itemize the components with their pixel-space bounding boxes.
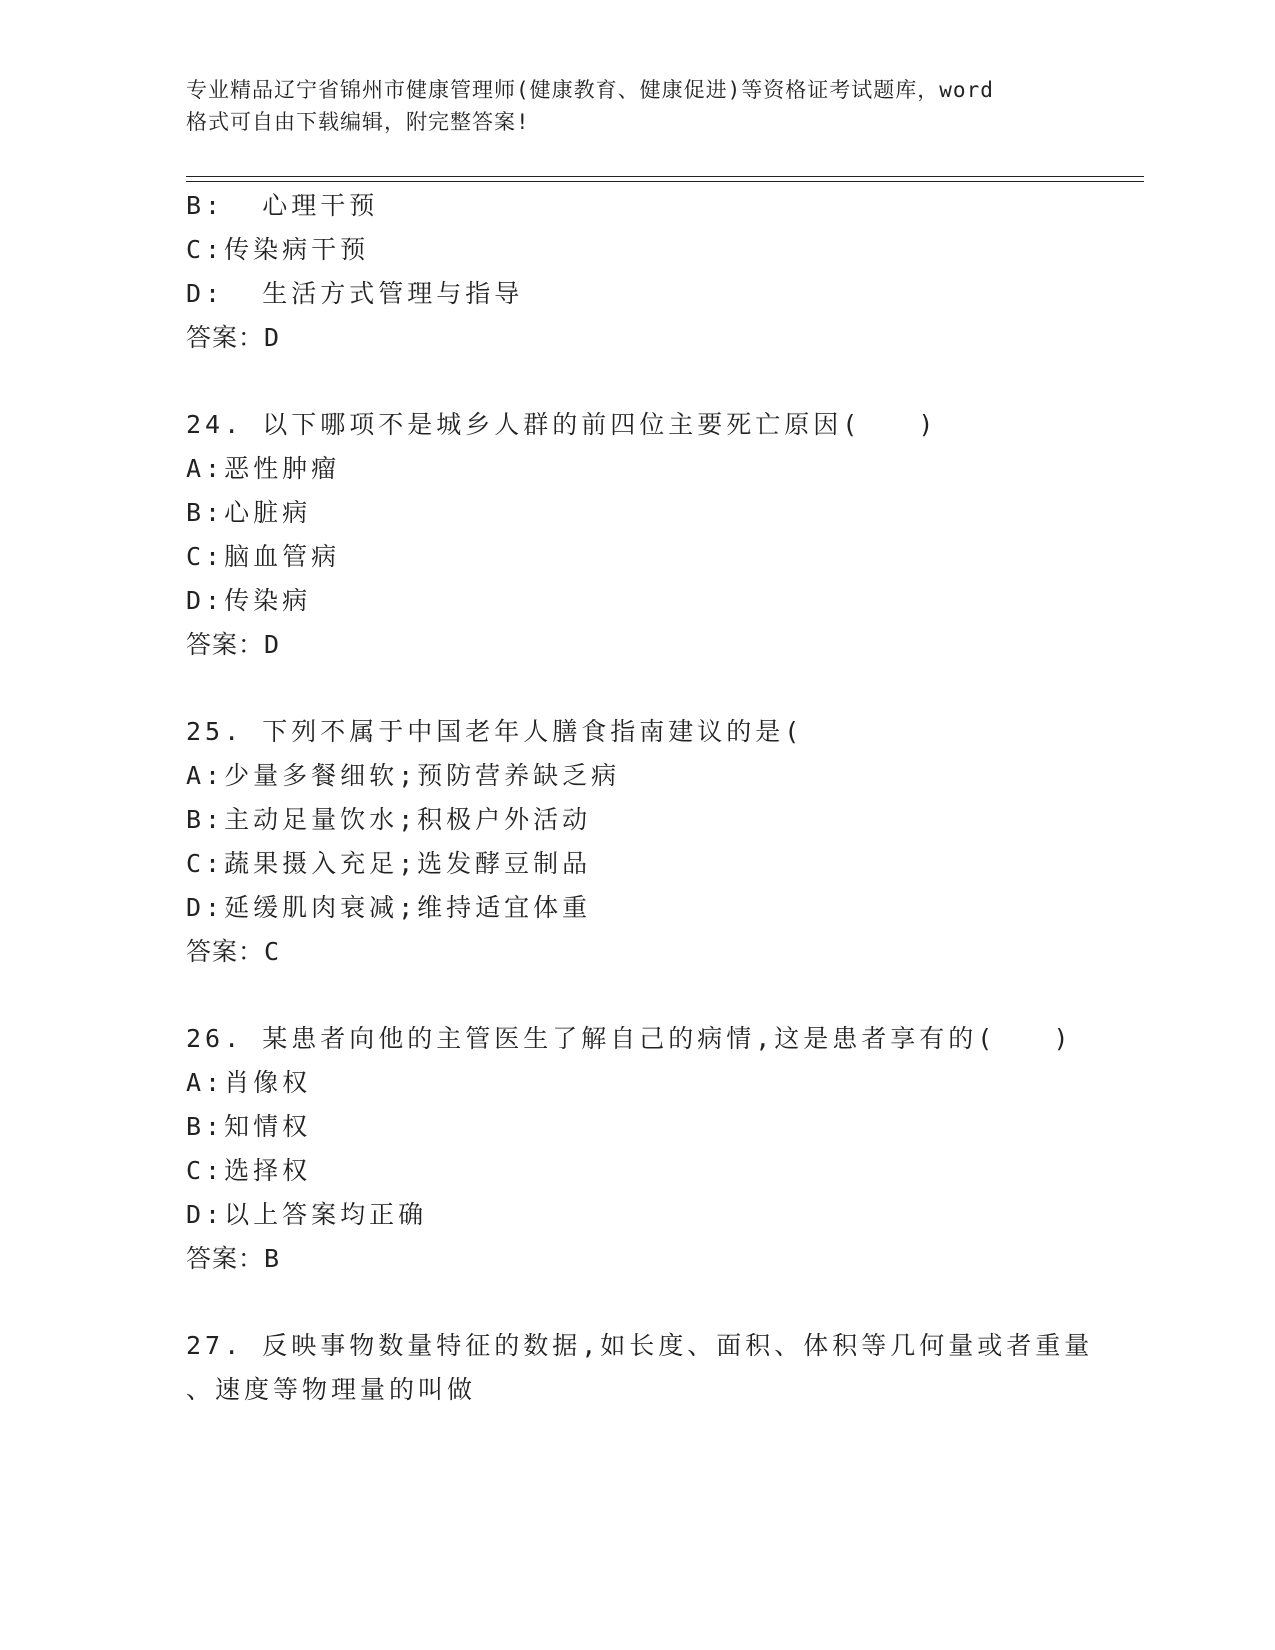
- q24-option-b: B:心脏病: [186, 498, 312, 527]
- q23-option-d: D: 生活方式管理与指导: [186, 279, 524, 308]
- q23-option-b: B: 心理干预: [186, 191, 379, 220]
- answer-value: D: [264, 630, 281, 659]
- answer-value: B: [264, 1244, 281, 1273]
- q24-answer: [186, 629, 280, 661]
- answer-label: 答案：: [186, 937, 265, 966]
- q23-option-c: C:传染病干预: [186, 235, 370, 264]
- q26-question: 26. 某患者向他的主管医生了解自己的病情,这是患者享有的( ): [186, 1024, 1073, 1053]
- q25-question: 25. 下列不属于中国老年人膳食指南建议的是(: [186, 717, 804, 746]
- answer-value: D: [264, 323, 281, 352]
- document-header: [186, 74, 1086, 138]
- q25-option-c: C:蔬果摄入充足;选发酵豆制品: [186, 849, 592, 878]
- answer-label: 答案：: [186, 323, 265, 352]
- header-divider-bottom: [186, 181, 1144, 182]
- answer-label: 答案：: [186, 630, 265, 659]
- q26-option-a: A:肖像权: [186, 1068, 312, 1097]
- q26-option-c: C:选择权: [186, 1156, 312, 1185]
- q24-option-c: C:脑血管病: [186, 542, 341, 571]
- header-divider-top: [186, 176, 1144, 177]
- q26-option-b: B:知情权: [186, 1112, 312, 1141]
- answer-value: C: [264, 937, 281, 966]
- q25-option-a: A:少量多餐细软;预防营养缺乏病: [186, 761, 621, 790]
- q24-option-d: D:传染病: [186, 586, 312, 615]
- q24-question: 24. 以下哪项不是城乡人群的前四位主要死亡原因( ): [186, 410, 938, 439]
- q26-option-d: D:以上答案均正确: [186, 1200, 428, 1229]
- header-line-1: 专业精品辽宁省锦州市健康管理师(健康教育、健康促进)等资格证考试题库，word: [186, 78, 994, 102]
- q25-option-b: B:主动足量饮水;积极户外活动: [186, 805, 592, 834]
- header-line-2: 格式可自由下载编辑，附完整答案!: [186, 110, 530, 134]
- q26-answer: [186, 1243, 280, 1275]
- answer-label: 答案：: [186, 1244, 265, 1273]
- q27-question-line-1: 27. 反映事物数量特征的数据,如长度、面积、体积等几何量或者重量: [186, 1331, 1094, 1360]
- q23-answer: [186, 322, 280, 354]
- q27-question-line-2: 、速度等物理量的叫做: [186, 1375, 477, 1404]
- q24-option-a: A:恶性肿瘤: [186, 454, 341, 483]
- q25-answer: [186, 936, 280, 968]
- q25-option-d: D:延缓肌肉衰减;维持适宜体重: [186, 893, 592, 922]
